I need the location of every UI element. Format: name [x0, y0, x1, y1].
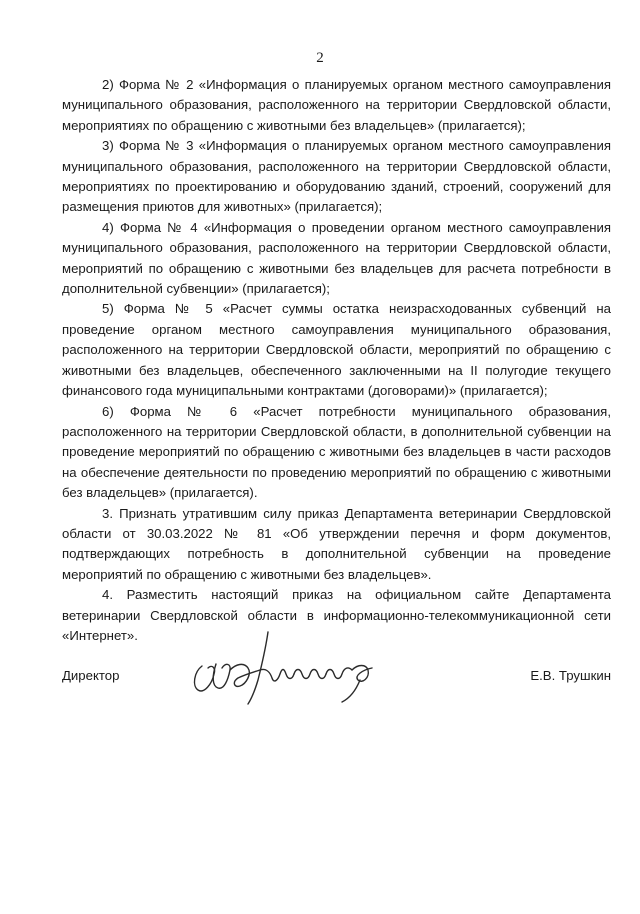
- paragraph-form-3: 3) Форма № 3 «Информация о планируемых органом местного самоуправления муниципального образования, расположенного на территории Свердловской области, мероприятиях по проектированию и оборудованию зданий, строений, сооружений для размещения приютов для животных» (прилагается);: [62, 138, 611, 215]
- paragraph-item-4: 4. Разместить настоящий приказ на официальном сайте Департамента ветеринарии Свердловской области в информационно-телекоммуникационной сети «Интернет».: [62, 587, 611, 643]
- paragraph-form-5: 5) Форма № 5 «Расчет суммы остатка неизрасходованных субвенций на проведение органом местного самоуправления муниципального образования, расположенного на территории Свердловской области, мероприятий по обращению с животными без владельцев, обеспеченного заключенными на II полугодие текущего финансового года муниципальными контрактами (договорами)» (прилагается);: [62, 301, 611, 399]
- page-number: 2: [316, 50, 324, 66]
- paragraph-form-2: 2) Форма № 2 «Информация о планируемых органом местного самоуправления муниципального образования, расположенного на территории Свердловской области, мероприятиях по обращению с животными без владельцев» (прилагается);: [62, 77, 611, 133]
- paragraph-form-4: 4) Форма № 4 «Информация о проведении органом местного самоуправления муниципального образования, расположенного на территории Свердловской области, мероприятий по обращению с животными без владельцев для расчета потребности в дополнительной субвенции» (прилагается);: [62, 219, 611, 297]
- paragraph-item-3: 3. Признать утратившим силу приказ Департамента ветеринарии Свердловской области от 30.03.2022 № 81 «Об утверждении перечня и форм документов, подтверждающих потребность в дополнительной субвенции на проведение мероприятий по обращению с животными без владельцев».: [62, 505, 611, 582]
- paragraph-form-6: 6) Форма № 6 «Расчет потребности муниципального образования, расположенного на территории Свердловской области, в дополнительной субвенции на проведение мероприятий по обращению с животными без владельцев в части расходов на обеспечение деятельности по проведению мероприятий по обращению с животными без владельцев» (прилагается).: [62, 403, 611, 501]
- signer-name: Е.В. Трушкин: [530, 668, 611, 683]
- document-body: [62, 75, 611, 646]
- signer-role: Директор: [62, 668, 120, 683]
- signature-block: [62, 628, 611, 708]
- handwritten-signature: [182, 628, 412, 708]
